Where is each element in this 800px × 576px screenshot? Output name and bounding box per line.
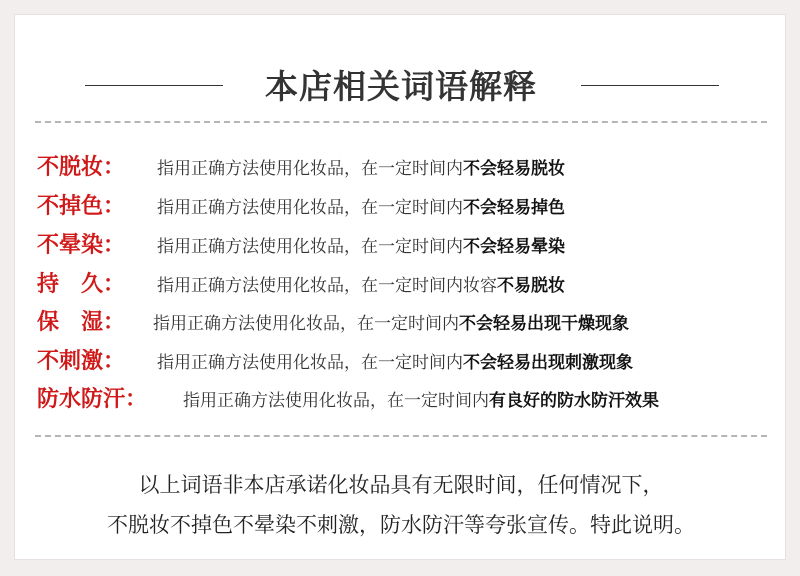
term-row-no-smudge: [37, 150, 777, 180]
disclaimer-line-1: 以上词语非本店承诺化妆品具有无限时间，任何情况下，: [138, 473, 664, 497]
term-description: [183, 386, 659, 411]
term-label: 防水防汗：: [37, 387, 148, 412]
term-description-text: 指用正确方法使用化妆品，在一定时间内: [183, 391, 489, 411]
term-description-text: 指用正确方法使用化妆品，在一定时间内: [157, 159, 463, 179]
term-description-text: 指用正确方法使用化妆品，在一定时间内: [153, 314, 459, 334]
term-description-text: 指用正确方法使用化妆品，在一定时间内妆容: [157, 276, 497, 296]
term-description-text: 指用正确方法使用化妆品，在一定时间内: [157, 198, 463, 218]
term-description: [157, 348, 633, 373]
term-description-emphasis: 不易脱妆: [497, 276, 565, 296]
term-description: [157, 193, 565, 218]
term-description-emphasis: 不会轻易出现干燥现象: [459, 314, 629, 334]
term-description-emphasis: 不会轻易晕染: [463, 237, 565, 257]
term-description-emphasis: 有良好的防水防汗效果: [489, 391, 659, 411]
term-description: [157, 271, 565, 296]
term-description: [157, 232, 565, 257]
term-row-moisturizing: [37, 305, 777, 335]
term-description-text: 指用正确方法使用化妆品，在一定时间内: [157, 353, 463, 373]
title-divider-right: [581, 85, 719, 86]
dashed-divider-bottom: [35, 435, 767, 437]
term-description-emphasis: 不会轻易脱妆: [463, 159, 565, 179]
term-label: 不刺激：: [37, 349, 126, 374]
term-row-no-fade: [37, 189, 777, 219]
title-divider-left: [85, 85, 223, 86]
term-label: 保 湿：: [37, 310, 126, 335]
term-description-text: 指用正确方法使用化妆品，在一定时间内: [157, 237, 463, 257]
term-description-emphasis: 不会轻易掉色: [463, 198, 565, 218]
term-description: [153, 309, 629, 334]
page-title: 本店相关词语解释: [265, 67, 537, 106]
disclaimer-line-2: 不脱妆不掉色不晕染不刺激，防水防汗等夸张宣传。特此说明。: [107, 513, 695, 537]
term-row-long-lasting: [37, 267, 777, 297]
term-row-no-bleed: [37, 228, 777, 258]
term-label: 持 久：: [37, 272, 126, 297]
term-label: 不掉色：: [37, 194, 126, 219]
term-row-water-sweat-proof: [37, 382, 777, 412]
term-label: 不晕染：: [37, 233, 126, 258]
term-row-non-irritating: [37, 344, 777, 374]
term-description-emphasis: 不会轻易出现刺激现象: [463, 353, 633, 373]
term-label: 不脱妆：: [37, 155, 126, 180]
explanation-card: [14, 14, 786, 560]
dashed-divider-top: [35, 121, 767, 123]
title-row: [15, 55, 787, 115]
term-description: [157, 154, 565, 179]
